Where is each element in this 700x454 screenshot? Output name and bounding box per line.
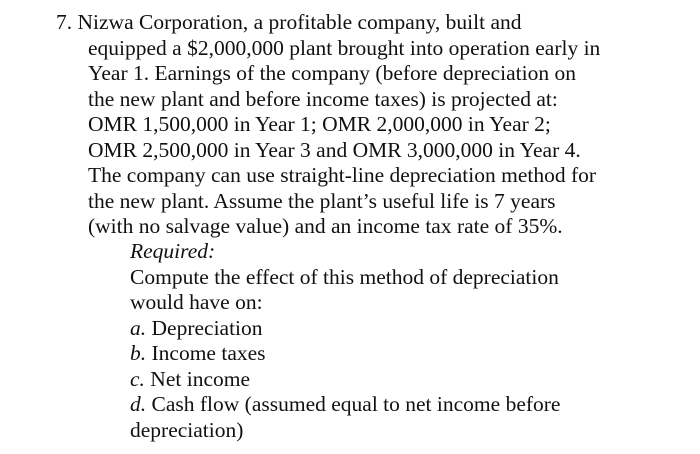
- item-letter: b.: [130, 341, 147, 365]
- required-item-b: [130, 341, 690, 367]
- required-item-c: [130, 367, 690, 393]
- item-text: Income taxes: [146, 341, 266, 365]
- item-text: Net income: [144, 366, 250, 391]
- problem-line-6: OMR 2,500,000 in Year 3 and OMR 3,000,000 in Year 4.: [88, 137, 581, 162]
- item-text: Depreciation: [146, 315, 263, 340]
- problem-number: 7.: [56, 10, 73, 34]
- required-item-d-continuation: depreciation): [130, 417, 244, 442]
- item-letter: d.: [130, 392, 147, 416]
- required-intro-line-2: would have on:: [130, 290, 263, 314]
- required-section: [130, 239, 690, 443]
- problem-text: Nizwa Corporation, a profitable company, built and: [77, 10, 522, 34]
- problem-line-5: OMR 1,500,000 in Year 1; OMR 2,000,000 in Year 2;: [88, 112, 551, 136]
- item-letter: a.: [130, 315, 147, 340]
- problem-line-7: The company can use straight-line depreciation method for: [88, 163, 597, 187]
- required-intro-line-1: Compute the effect of this method of depreciation: [130, 264, 559, 289]
- problem-statement: [56, 10, 694, 240]
- item-text: Cash flow (assumed equal to net income before: [146, 392, 561, 416]
- item-letter: c.: [130, 366, 145, 391]
- problem-line-1: [56, 10, 694, 36]
- required-heading: Required:: [130, 239, 216, 263]
- required-item-a: [130, 316, 690, 342]
- problem-line-2: equipped a $2,000,000 plant brought into operation early in: [88, 35, 601, 60]
- required-item-d: [130, 392, 690, 418]
- problem-line-8: the new plant. Assume the plant’s useful life is 7 years: [88, 188, 556, 213]
- problem-line-4: the new plant and before income taxes) is projected at:: [88, 86, 558, 111]
- problem-line-9: (with no salvage value) and an income tax rate of 35%.: [88, 214, 563, 238]
- problem-line-3: Year 1. Earnings of the company (before depreciation on: [88, 61, 576, 85]
